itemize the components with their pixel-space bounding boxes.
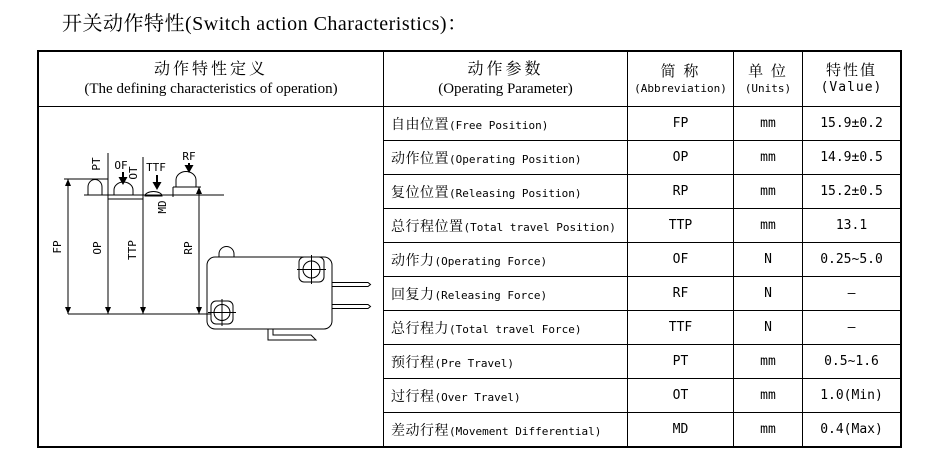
param-zh: 总行程位置	[391, 219, 464, 235]
plunger-positions	[88, 172, 196, 197]
label-ot: OT	[127, 166, 140, 180]
param-zh: 自由位置	[391, 117, 449, 133]
param-en: (Releasing Force)	[434, 288, 548, 302]
param-cell	[383, 208, 627, 242]
label-ttf: TTF	[146, 161, 166, 174]
param-zh: 过行程	[391, 389, 435, 405]
dimension-lines	[64, 153, 224, 314]
unit-text: mm	[760, 422, 776, 437]
param-en: (Pre Travel)	[434, 356, 514, 370]
abbr-cell	[627, 106, 733, 140]
value-cell	[802, 276, 900, 310]
label-pt: PT	[90, 157, 103, 171]
value-cell	[802, 310, 900, 344]
abbr-cell	[627, 208, 733, 242]
header-value-en: (Value)	[820, 80, 883, 96]
value-text: 15.9±0.2	[820, 116, 883, 131]
unit-text: N	[764, 320, 772, 335]
abbr-cell	[627, 378, 733, 412]
abbr-cell	[627, 140, 733, 174]
value-cell	[802, 242, 900, 276]
param-en: (Operating Force)	[434, 254, 548, 268]
characteristics-table	[37, 50, 902, 448]
param-cell	[383, 276, 627, 310]
header-cell-value	[802, 52, 900, 106]
abbr-text: TTF	[668, 320, 693, 335]
value-cell	[802, 106, 900, 140]
plunger-button	[219, 247, 234, 258]
header-abbreviation-en: (Abbreviation)	[634, 81, 727, 95]
terminal-pin-middle	[332, 305, 371, 309]
diagram-labels	[51, 150, 196, 260]
header-cell-definition	[39, 52, 383, 106]
label-rf: RF	[182, 150, 196, 163]
unit-text: mm	[760, 184, 776, 199]
unit-text: mm	[760, 388, 776, 403]
param-zh: 总行程力	[391, 321, 449, 337]
unit-cell	[733, 208, 802, 242]
unit-cell	[733, 106, 802, 140]
value-text: —	[847, 320, 856, 335]
value-text: 13.1	[835, 218, 868, 233]
unit-text: N	[764, 286, 772, 301]
abbr-text: OP	[672, 150, 689, 165]
abbr-text: RP	[672, 184, 689, 199]
param-cell	[383, 140, 627, 174]
abbr-text: RF	[672, 286, 689, 301]
abbr-cell	[627, 412, 733, 446]
param-zh: 复位位置	[391, 185, 449, 201]
param-en: (Free Position)	[449, 118, 549, 132]
unit-cell	[733, 242, 802, 276]
param-en: (Operating Position)	[449, 152, 582, 166]
abbr-text: FP	[672, 116, 689, 131]
switch-diagram	[39, 107, 383, 446]
abbr-cell	[627, 344, 733, 378]
abbr-text: OT	[672, 388, 689, 403]
unit-cell	[733, 310, 802, 344]
unit-cell	[733, 412, 802, 446]
abbr-text: PT	[672, 354, 689, 369]
param-zh: 动作力	[391, 253, 435, 269]
abbr-text: MD	[672, 422, 689, 437]
header-units-zh: 单 位	[748, 63, 788, 80]
param-cell	[383, 412, 627, 446]
label-md: MD	[156, 200, 169, 214]
abbr-cell	[627, 242, 733, 276]
value-text: 0.5~1.6	[824, 354, 879, 369]
param-cell	[383, 344, 627, 378]
value-text: 0.4(Max)	[820, 422, 883, 437]
param-en: (Total travel Force)	[449, 322, 582, 336]
value-cell	[802, 344, 900, 378]
page-title: 开关动作特性(Switch action Characteristics)：	[62, 13, 468, 35]
abbr-text: TTP	[668, 218, 693, 233]
terminal-pin-top	[332, 283, 371, 287]
unit-text: mm	[760, 150, 776, 165]
unit-cell	[733, 378, 802, 412]
header-value-zh: 特性值	[825, 62, 877, 79]
label-ttp: TTP	[126, 240, 139, 260]
unit-text: N	[764, 252, 772, 267]
unit-text: mm	[760, 218, 776, 233]
header-abbreviation-zh: 简 称	[660, 63, 701, 80]
terminal-pin-bottom	[268, 329, 316, 340]
value-cell	[802, 412, 900, 446]
param-cell	[383, 174, 627, 208]
header-definition-en: (The defining characteristics of operation)	[84, 80, 338, 97]
value-text: 15.2±0.5	[820, 184, 883, 199]
header-parameter-en: (Operating Parameter)	[438, 80, 573, 97]
unit-cell	[733, 174, 802, 208]
abbr-cell	[627, 174, 733, 208]
param-en: (Over Travel)	[434, 390, 521, 404]
header-parameter-zh: 动作参数	[467, 60, 544, 78]
diagram-cell	[39, 106, 383, 446]
value-cell	[802, 174, 900, 208]
param-en: (Releasing Position)	[449, 186, 582, 200]
param-zh: 动作位置	[391, 151, 449, 167]
param-en: (Total travel Position)	[463, 220, 616, 234]
value-text: 1.0(Min)	[820, 388, 883, 403]
value-cell	[802, 378, 900, 412]
param-cell	[383, 378, 627, 412]
unit-text: mm	[760, 116, 776, 131]
header-definition-zh: 动作特性定义	[153, 60, 268, 78]
label-fp: FP	[51, 240, 64, 254]
param-cell	[383, 310, 627, 344]
value-text: 14.9±0.5	[820, 150, 883, 165]
unit-cell	[733, 140, 802, 174]
switch-body-drawing	[207, 247, 371, 341]
unit-cell	[733, 344, 802, 378]
value-text: 0.25~5.0	[820, 252, 883, 267]
abbr-text: OF	[672, 252, 689, 267]
param-cell	[383, 106, 627, 140]
unit-text: mm	[760, 354, 776, 369]
param-cell	[383, 242, 627, 276]
param-zh: 回复力	[391, 287, 435, 303]
value-cell	[802, 208, 900, 242]
header-cell-abbreviation	[627, 52, 733, 106]
param-en: (Movement Differential)	[449, 424, 602, 438]
header-cell-parameter	[383, 52, 627, 106]
header-cell-units	[733, 52, 802, 106]
param-zh: 差动行程	[391, 423, 449, 439]
header-units-en: (Units)	[744, 81, 792, 95]
abbr-cell	[627, 310, 733, 344]
value-text: —	[847, 286, 856, 301]
param-zh: 预行程	[391, 355, 435, 371]
value-cell	[802, 140, 900, 174]
unit-cell	[733, 276, 802, 310]
label-op: OP	[91, 241, 104, 255]
label-of: OF	[114, 159, 128, 172]
abbr-cell	[627, 276, 733, 310]
label-rp: RP	[182, 241, 195, 255]
